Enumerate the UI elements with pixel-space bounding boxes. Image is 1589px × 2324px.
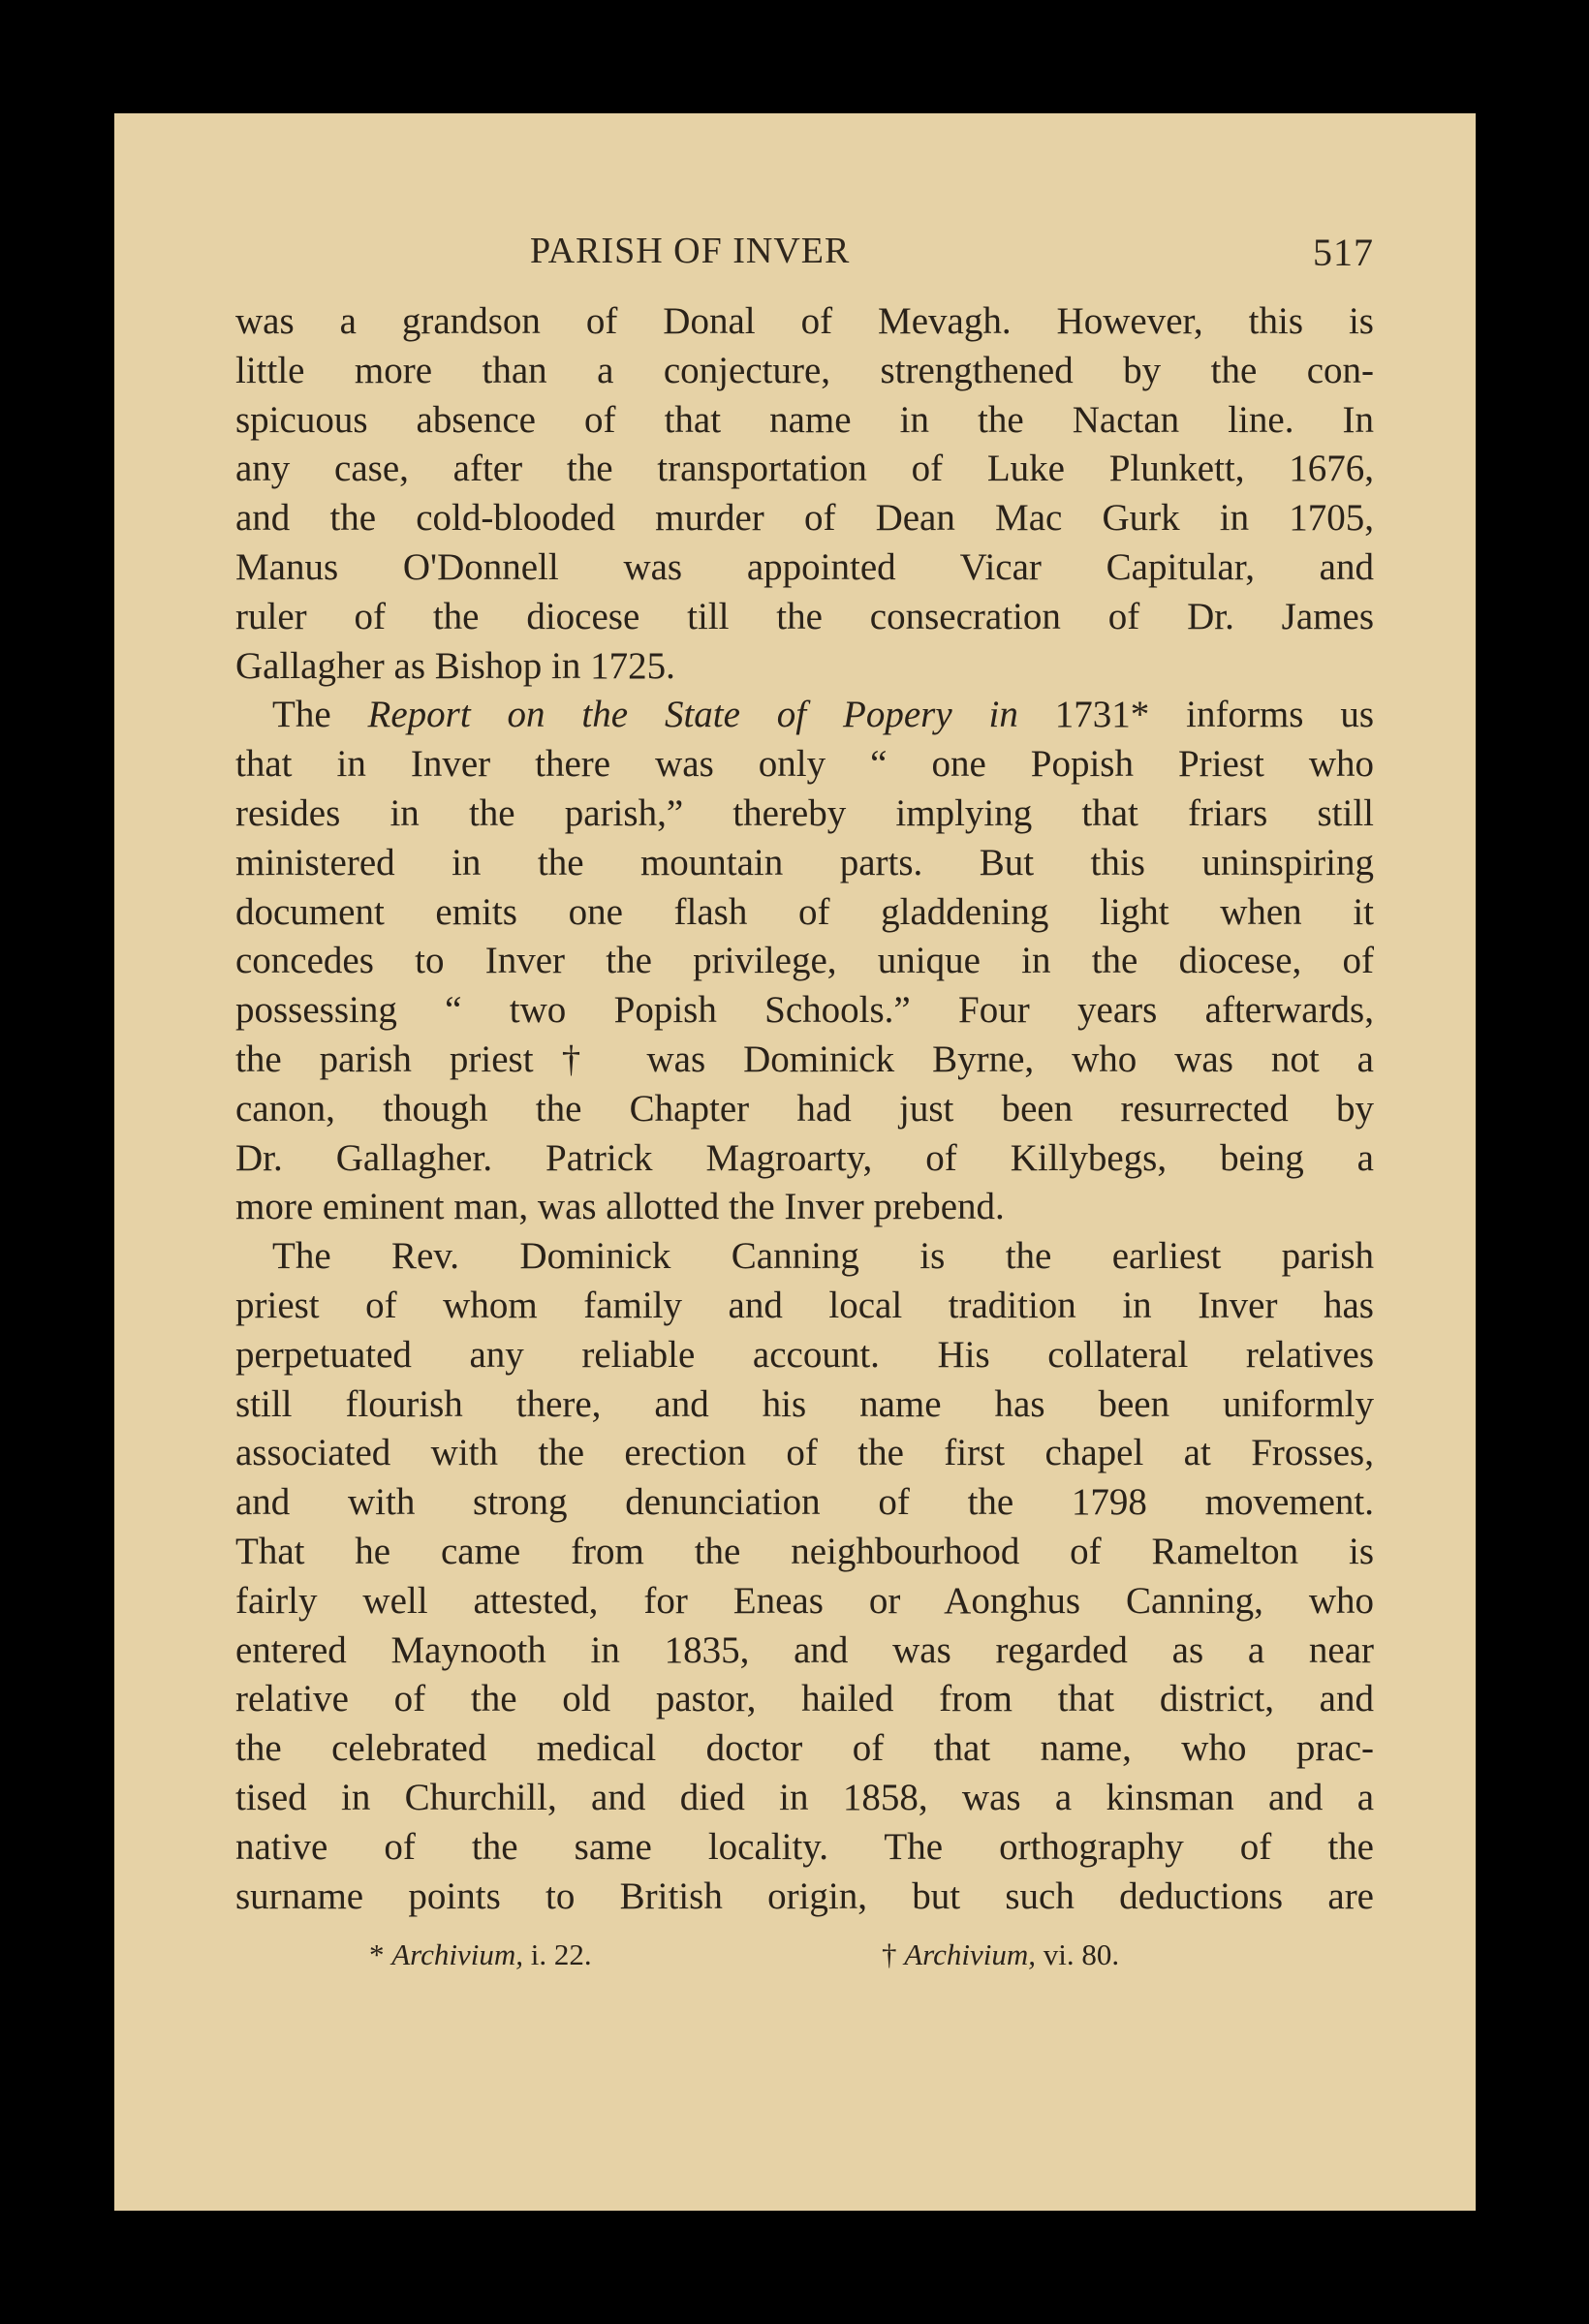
- text-line: the parish priest† was Dominick Byrne, who was not a: [235, 1038, 1374, 1080]
- text-line: Gallagher as Bishop in 1725.: [235, 644, 675, 687]
- paragraph-3: [235, 1232, 1374, 1921]
- text-line: perpetuated any reliable account. His collateral relatives: [235, 1333, 1374, 1376]
- text-line: That he came from the neighbourhood of Ramelton is: [235, 1530, 1374, 1572]
- text-line: canon, though the Chapter had just been resurrected by: [235, 1087, 1374, 1130]
- paragraph-1: [235, 297, 1374, 691]
- paragraph-2: [235, 691, 1374, 1232]
- text-line: The Rev. Dominick Canning is the earliest parish: [272, 1235, 1374, 1278]
- footnote-mark: †: [882, 1937, 905, 1971]
- page-number: 517: [1313, 231, 1374, 274]
- text-line: and the cold-blooded murder of Dean Mac Gurk in 1705,: [235, 497, 1374, 540]
- text-run: The: [272, 694, 368, 736]
- text-line: [235, 691, 1374, 740]
- text-line: the celebrated medical doctor of that name, who prac-: [235, 1727, 1374, 1770]
- text-line: little more than a conjecture, strengthened by the con-: [235, 349, 1374, 391]
- text-line: ruler of the diocese till the consecration of Dr. James: [235, 595, 1374, 637]
- text-line: that in Inver there was only “ one Popish Priest who: [235, 743, 1374, 786]
- text-line: tised in Churchill, and died in 1858, was a kinsman and a: [235, 1776, 1374, 1818]
- page-title: PARISH OF INVER: [530, 231, 851, 271]
- footnotes: [235, 1932, 1374, 1980]
- text-line: entered Maynooth in 1835, and was regarded as a near: [235, 1628, 1374, 1671]
- footnote-source: Archivium,: [904, 1937, 1036, 1971]
- italic-title: Report on the State of Popery in: [367, 694, 1018, 736]
- text-line: still flourish there, and his name has been uniformly: [235, 1382, 1374, 1425]
- text-line: ministered in the mountain parts. But this uninspiring: [235, 841, 1374, 883]
- text-line: document emits one flash of gladdening light when it: [235, 890, 1374, 933]
- footnote-mark: *: [369, 1937, 392, 1971]
- text-line: was a grandson of Donal of Mevagh. However, this is: [235, 300, 1374, 342]
- text-line: possessing “ two Popish Schools.” Four years afterwards,: [235, 989, 1374, 1032]
- footnote-2: [882, 1937, 1119, 1972]
- text-line: concedes to Inver the privilege, unique in the diocese, of: [235, 940, 1374, 982]
- text-line: priest of whom family and local tradition in Inver has: [235, 1284, 1374, 1326]
- text-line: relative of the old pastor, hailed from that district, and: [235, 1678, 1374, 1720]
- footnote-ref: vi. 80.: [1035, 1937, 1120, 1971]
- text-line: native of the same locality. The orthography of the: [235, 1825, 1374, 1868]
- text-line: more eminent man, was allotted the Inver prebend.: [235, 1186, 1005, 1228]
- text-line: fairly well attested, for Eneas or Aonghus Canning, who: [235, 1579, 1374, 1622]
- text-run: 1731* informs us: [1017, 694, 1374, 736]
- running-header: [235, 220, 1374, 288]
- footnote-source: Archivium,: [391, 1937, 523, 1971]
- book-page: [114, 113, 1476, 2211]
- text-line: surname points to British origin, but such deductions are: [235, 1875, 1374, 1917]
- body-text: [235, 297, 1374, 1921]
- text-line: and with strong denunciation of the 1798 movement.: [235, 1481, 1374, 1524]
- footnote-ref: i. 22.: [522, 1937, 592, 1971]
- text-line: Dr. Gallagher. Patrick Magroarty, of Killybegs, being a: [235, 1136, 1374, 1179]
- text-line: any case, after the transportation of Luke Plunkett, 1676,: [235, 448, 1374, 490]
- text-line: spicuous absence of that name in the Nactan line. In: [235, 398, 1374, 441]
- footnote-1: [369, 1937, 592, 1972]
- text-line: associated with the erection of the first chapel at Frosses,: [235, 1432, 1374, 1474]
- text-line: resides in the parish,” thereby implying that friars still: [235, 791, 1374, 834]
- text-line: Manus O'Donnell was appointed Vicar Capitular, and: [235, 545, 1374, 588]
